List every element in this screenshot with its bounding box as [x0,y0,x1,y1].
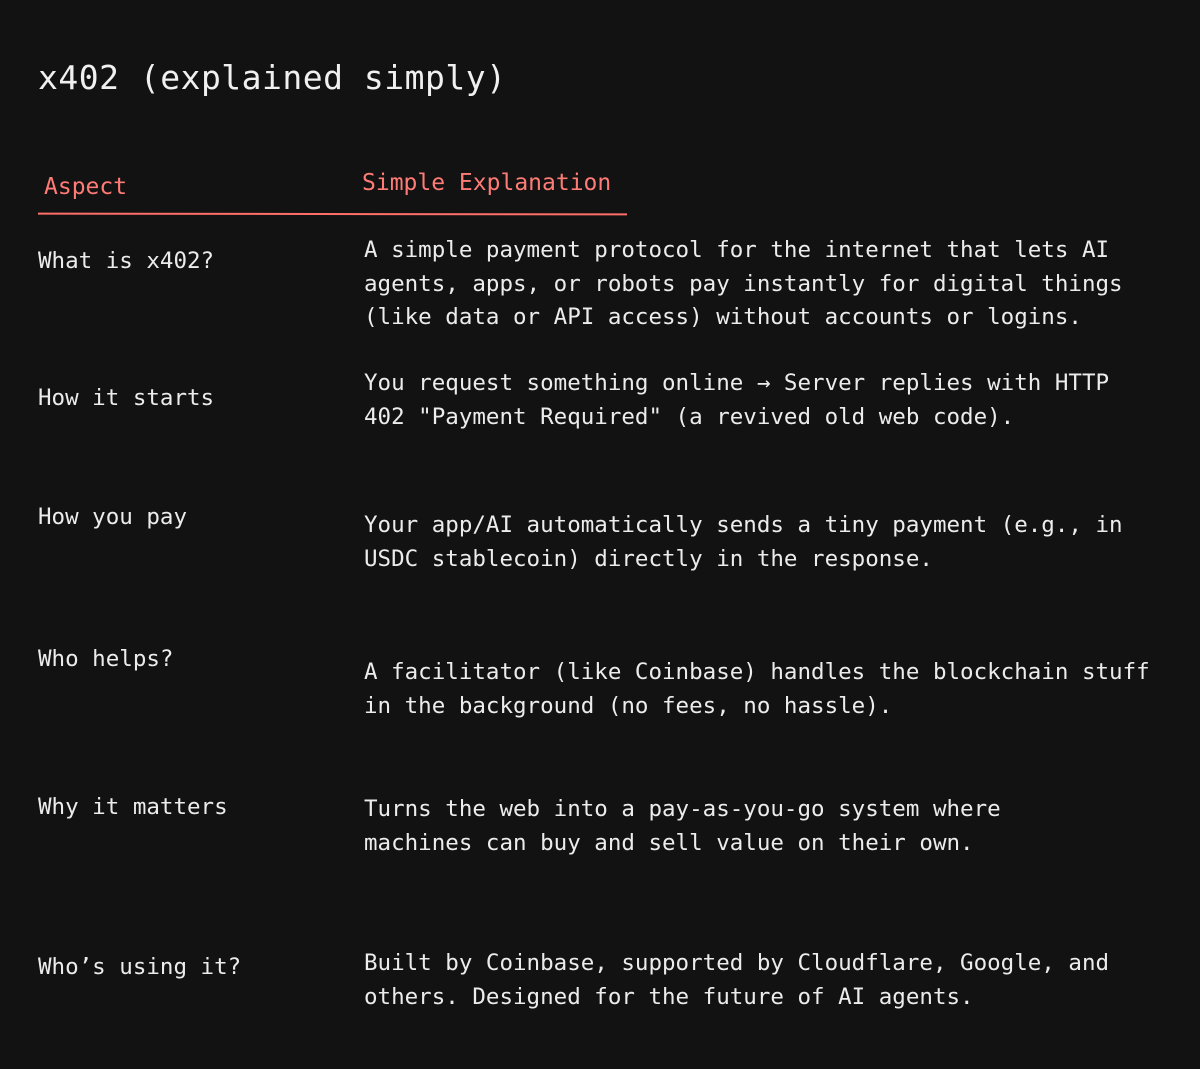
column-header-explanation: Simple Explanation [362,170,612,196]
row-explanation: Turns the web into a pay-as-you-go system where machines can buy and sell value on their own. [364,796,1001,856]
row-aspect: Who helps? [38,646,174,672]
column-header-aspect: Aspect [44,174,128,200]
row-explanation: Built by Coinbase, supported by Cloudflare, Google, and others. Designed for the future of AI agents. [364,950,1110,1010]
page-title: x402 (explained simply) [38,58,507,97]
row-explanation: Your app/AI automatically sends a tiny payment (e.g., in USDC stablecoin) directly in the response. [364,512,1123,572]
row-aspect: Who’s using it? [38,954,242,980]
row-explanation: A simple payment protocol for the internet that lets AI agents, apps, or robots pay instantly for digital things (like data or API access) without accounts or logins. [364,237,1123,330]
row-aspect: How it starts [38,385,215,411]
row-aspect: What is x402? [38,248,215,274]
row-aspect: How you pay [38,504,188,530]
row-explanation: A facilitator (like Coinbase) handles the blockchain stuff in the background (no fees, no hassle). [364,659,1150,719]
row-aspect: Why it matters [38,794,228,820]
row-explanation: You request something online → Server replies with HTTP 402 "Payment Required" (a revived old web code). [364,370,1110,430]
header-underline [38,213,627,216]
